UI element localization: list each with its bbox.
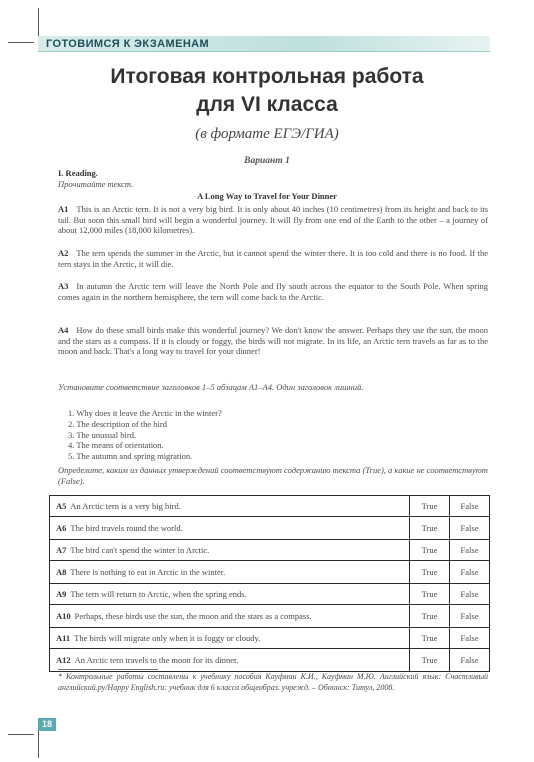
list-item: 4. The means of orientation.	[68, 440, 164, 451]
page-title-line2: для VI класса	[196, 93, 338, 116]
false-cell[interactable]: False	[450, 517, 490, 540]
paragraph-label: A4	[58, 325, 69, 335]
reading-instruction: Прочитайте текст.	[58, 179, 134, 189]
false-cell[interactable]: False	[450, 649, 490, 672]
statement-label: A7	[56, 545, 67, 555]
true-cell[interactable]: True	[410, 649, 450, 672]
false-cell[interactable]: False	[450, 584, 490, 605]
paragraph-text: This is an Arctic tern. It is not a very big bird. It is only about 40 inches (10 centimetres) from its height and back to its tail. But soon this small bird will begin a wonderful journey. It will fly from one end of the Earth to the other – a journey of about 12,000 miles (18,000 kilometres).	[58, 204, 488, 235]
false-cell[interactable]: False	[450, 628, 490, 649]
crop-mark-bottom-left-v	[38, 728, 39, 758]
statement-label: A10	[56, 611, 71, 621]
list-item: 3. The unusual bird.	[68, 429, 137, 440]
variant-label: Вариант 1	[244, 156, 290, 166]
paragraph-a4	[58, 325, 488, 357]
statement-label: A6	[56, 523, 67, 533]
true-cell[interactable]: True	[410, 517, 450, 540]
statement-label: A12	[56, 655, 71, 665]
paragraph-label: A1	[58, 204, 69, 214]
footnote: * Контрольные работы составлены к учебнику пособия Кауфман К.И., Кауфман М.Ю. Английский язык: Счастливый английский.ру/Happy English.ru: учебник для 6 класса общеобраз. учрежд. – Обнинск: Титул, 2008.	[58, 672, 488, 692]
true-cell[interactable]: True	[410, 628, 450, 649]
table-row	[50, 605, 490, 628]
statement-cell	[50, 496, 410, 517]
paragraph-text: How do these small birds make this wonderful journey? We don't know the answer. Perhaps they use the sun, the moon and the stars as a compass. If it is cloudy or foggy, the birds will not migrate. In its life, an Arctic tern travels as far as to the moon and back. That's a long way to travel for your dinner!	[58, 325, 488, 356]
false-cell[interactable]: False	[450, 561, 490, 584]
statement-text: Perhaps, these birds use the sun, the moon and the stars as a compass.	[74, 611, 312, 621]
crop-mark-top-left-h	[8, 42, 34, 43]
paragraph-a3	[58, 281, 488, 302]
true-cell[interactable]: True	[410, 605, 450, 628]
statement-label: A11	[56, 633, 71, 643]
statement-label: A5	[56, 501, 67, 511]
statement-text: The birds will migrate only when it is foggy or cloudy.	[74, 633, 261, 643]
table-row	[50, 561, 490, 584]
statement-text: There is nothing to eat in Arctic in the winter.	[70, 567, 226, 577]
footnote-divider	[58, 669, 158, 670]
page-title-line1: Итоговая контрольная работа	[110, 65, 424, 88]
statement-text: An Arctic tern is a very big bird.	[70, 501, 181, 511]
paragraph-label: A2	[58, 248, 69, 258]
task1-instruction: Установите соответствие заголовков 1–5 абзацам А1–А4. Один заголовок лишний.	[58, 382, 364, 392]
statement-text: The tern will return to Arctic, when the spring ends.	[70, 589, 247, 599]
statement-label: A9	[56, 589, 67, 599]
true-cell[interactable]: True	[410, 496, 450, 517]
table-row	[50, 584, 490, 605]
table-row	[50, 540, 490, 561]
statement-cell	[50, 561, 410, 584]
paragraph-a1	[58, 204, 488, 236]
true-cell[interactable]: True	[410, 561, 450, 584]
paragraph-a2	[58, 248, 488, 269]
list-item: 5. The autumn and spring migration.	[68, 451, 193, 462]
table-row	[50, 628, 490, 649]
paragraph-label: A3	[58, 281, 69, 291]
statement-cell	[50, 628, 410, 649]
task2-instruction: Определите, каким из данных утверждений соответствуют содержанию текста (True), а какие не соответствуют (False).	[58, 465, 488, 486]
statement-cell	[50, 605, 410, 628]
true-cell[interactable]: True	[410, 584, 450, 605]
statement-cell	[50, 584, 410, 605]
true-false-table	[49, 495, 490, 672]
crop-mark-bottom-left-h	[8, 734, 34, 735]
paragraph-text: In autumn the Arctic tern will leave the North Pole and fly south across the equator to the South Pole. When spring comes again in the northern hemisphere, the tern will come back to the Arctic.	[58, 281, 488, 302]
page-subtitle: (в формате ЕГЭ/ГИА)	[195, 126, 339, 142]
paragraph-text: The tern spends the summer in the Arctic, but it cannot spend the winter there. It is too cold and there is no food. If the tern stays in the Arctic, it will die.	[58, 248, 488, 269]
statement-label: A8	[56, 567, 67, 577]
section-heading-reading: I. Reading.	[58, 168, 98, 178]
page-number: 18	[38, 718, 56, 731]
table-row	[50, 496, 490, 517]
true-cell[interactable]: True	[410, 540, 450, 561]
statement-cell	[50, 517, 410, 540]
false-cell[interactable]: False	[450, 605, 490, 628]
list-item: 2. The description of the bird	[68, 418, 167, 429]
list-item: 1. Why does it leave the Arctic in the winter?	[68, 408, 222, 418]
false-cell[interactable]: False	[450, 496, 490, 517]
statement-text: The bird can't spend the winter in Arctic.	[70, 545, 210, 555]
table-row	[50, 517, 490, 540]
statement-text: The bird travels round the world.	[70, 523, 183, 533]
false-cell[interactable]: False	[450, 540, 490, 561]
statement-cell	[50, 540, 410, 561]
story-title: A Long Way to Travel for Your Dinner	[197, 191, 337, 201]
statement-text: An Arctic tern travels to the moon for its dinner.	[74, 655, 239, 665]
heading-options-list	[68, 408, 222, 462]
section-label: ГОТОВИМСЯ К ЭКЗАМЕНАМ	[46, 38, 210, 50]
